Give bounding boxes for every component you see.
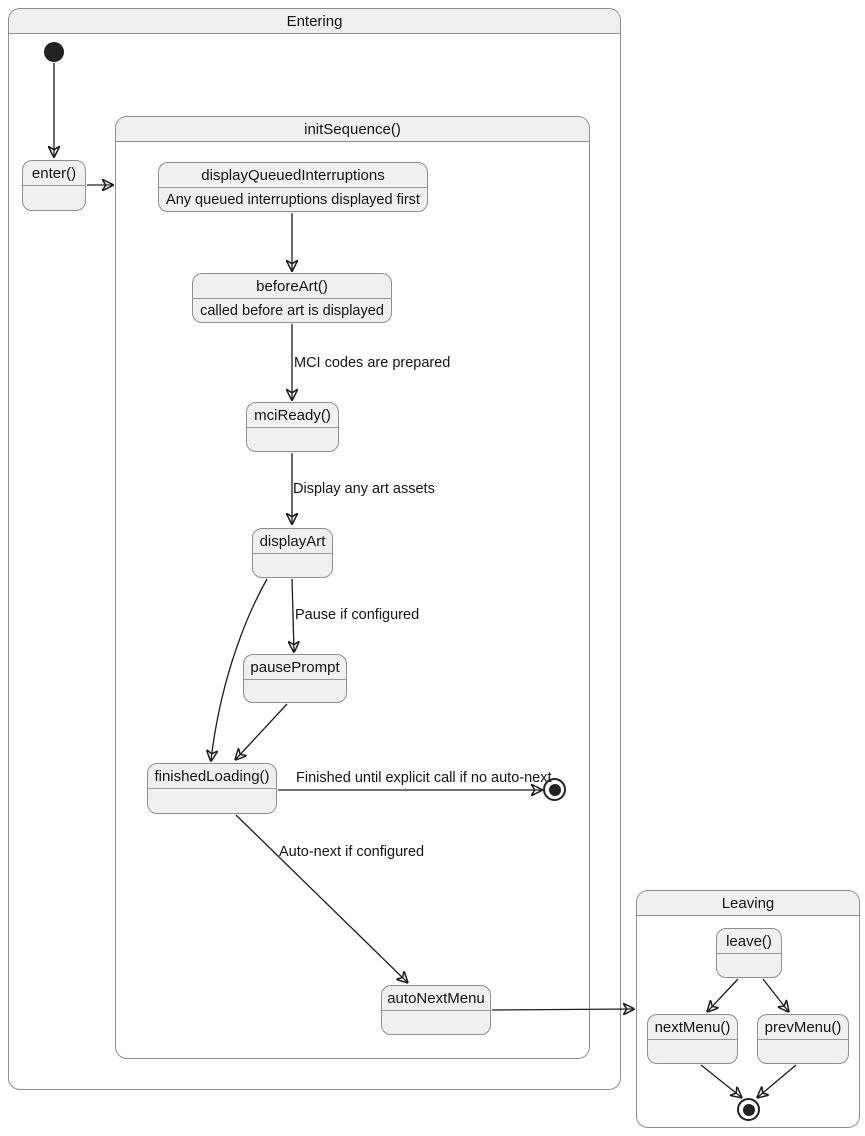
state-display-queued-interruptions-title: displayQueuedInterruptions (159, 163, 427, 188)
transition-label-mci-prepared: MCI codes are prepared (294, 355, 451, 371)
composite-state-leaving (636, 890, 860, 1128)
state-prev-menu (757, 1014, 849, 1064)
state-auto-next-menu-body (382, 1011, 490, 1034)
state-display-art (252, 528, 333, 578)
state-auto-next-menu (381, 985, 491, 1035)
state-display-queued-interruptions (158, 162, 428, 212)
state-before-art-title: beforeArt() (193, 274, 391, 299)
state-before-art-body: called before art is displayed (200, 302, 384, 319)
state-prev-menu-body (758, 1040, 848, 1063)
state-display-queued-interruptions-body: Any queued interruptions displayed first (166, 191, 420, 208)
state-leave (716, 928, 782, 978)
transition-label-autonext-configured: Auto-next if configured (279, 844, 425, 860)
state-enter-title: enter() (23, 161, 85, 186)
state-auto-next-menu-title: autoNextMenu (382, 986, 490, 1011)
state-pause-prompt-title: pausePrompt (244, 655, 346, 680)
transition-label-pause-configured: Pause if configured (295, 607, 420, 623)
state-leave-body (717, 954, 781, 977)
initial-state-marker (44, 42, 64, 62)
state-mci-ready-body (247, 428, 338, 451)
state-finished-loading-body (148, 789, 276, 813)
state-next-menu-title: nextMenu() (648, 1015, 737, 1040)
state-next-menu (647, 1014, 738, 1064)
state-enter-body (23, 186, 85, 210)
composite-state-init-sequence (115, 116, 590, 1059)
transition-label-display-assets: Display any art assets (293, 481, 435, 497)
composite-state-entering-title: Entering (9, 9, 620, 34)
final-state-inner-dot (743, 1104, 755, 1116)
state-display-art-title: displayArt (253, 529, 332, 554)
composite-state-leaving-title: Leaving (637, 891, 859, 916)
final-state-marker-leaving (737, 1098, 760, 1121)
state-next-menu-body (648, 1040, 737, 1063)
state-before-art (192, 273, 392, 323)
state-enter (22, 160, 86, 211)
state-mci-ready-title: mciReady() (247, 403, 338, 428)
state-pause-prompt-body (244, 680, 346, 702)
state-display-art-body (253, 554, 332, 577)
state-finished-loading (147, 763, 277, 814)
state-mci-ready (246, 402, 339, 452)
state-finished-loading-title: finishedLoading() (148, 764, 276, 789)
state-pause-prompt (243, 654, 347, 703)
state-prev-menu-title: prevMenu() (758, 1015, 848, 1040)
composite-state-init-sequence-title: initSequence() (116, 117, 589, 142)
transition-label-finished-no-autonext: Finished until explicit call if no auto-next (296, 770, 552, 786)
state-leave-title: leave() (717, 929, 781, 954)
